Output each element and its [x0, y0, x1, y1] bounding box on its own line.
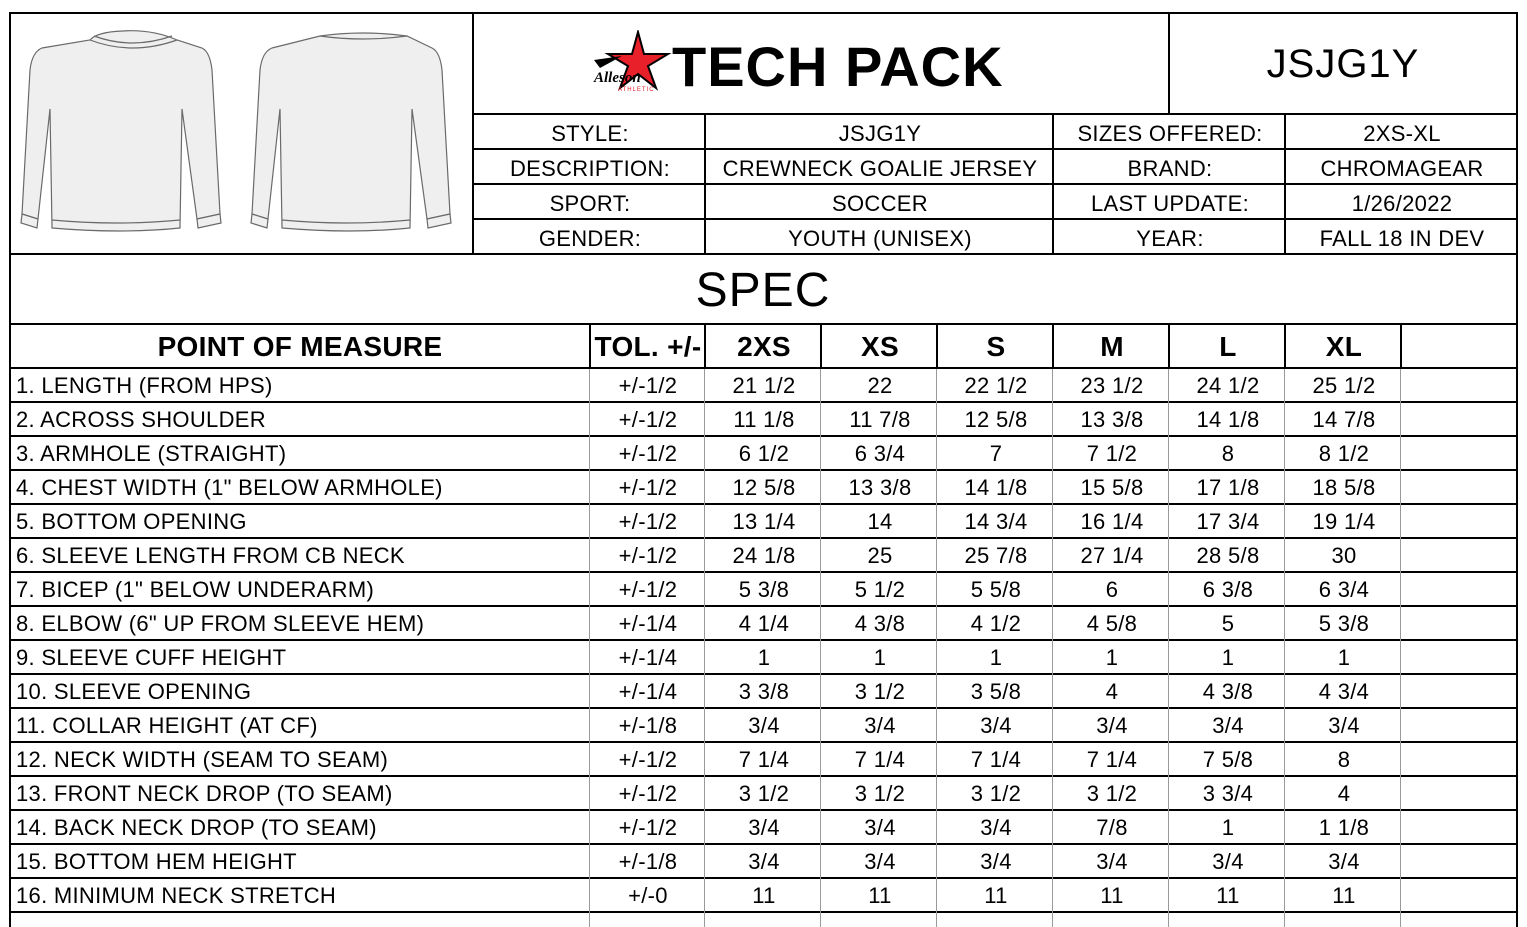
page-title: TECH PACK [672, 34, 1004, 98]
size-value-cell: 14 [867, 509, 893, 534]
size-value-cell: 3 1/2 [1086, 781, 1138, 806]
divider [9, 12, 1518, 14]
divider [9, 401, 1518, 403]
tolerance-cell: +/-1/4 [618, 645, 678, 670]
size-value-cell: 14 1/8 [964, 475, 1028, 500]
size-value-cell: 4 3/8 [1202, 679, 1254, 704]
info-value1-2: SOCCER [832, 190, 928, 216]
measure-label: 6. SLEEVE LENGTH FROM CB NECK [16, 543, 405, 568]
size-value-cell: 24 1/2 [1196, 373, 1260, 398]
tolerance-cell: +/-0 [628, 883, 668, 908]
size-value-cell: 27 1/4 [1080, 543, 1144, 568]
size-value-cell: 7 1/4 [854, 747, 906, 772]
size-value-cell: 16 1/4 [1080, 509, 1144, 534]
size-value-cell: 11 1/8 [733, 407, 795, 432]
front-jersey-sketch [21, 31, 221, 231]
tolerance-cell: +/-1/4 [618, 611, 678, 636]
size-value-cell: 13 3/8 [1080, 407, 1144, 432]
size-value-cell: 8 [1221, 441, 1235, 466]
spec-header-5: M [1100, 331, 1124, 362]
spec-header-7: XL [1325, 331, 1363, 362]
spec-title: SPEC [695, 263, 831, 317]
measure-label: 8. ELBOW (6" UP FROM SLEEVE HEM) [16, 611, 425, 636]
measure-label: 2. ACROSS SHOULDER [16, 407, 266, 432]
measure-label: 16. MINIMUM NECK STRETCH [16, 883, 337, 908]
divider [9, 469, 1518, 471]
tolerance-cell: +/-1/2 [618, 475, 678, 500]
divider [1052, 323, 1054, 369]
size-value-cell: 18 5/8 [1312, 475, 1376, 500]
measure-label: 12. NECK WIDTH (SEAM TO SEAM) [16, 747, 389, 772]
size-value-cell: 1 [989, 645, 1003, 670]
size-value-cell: 3/4 [864, 815, 896, 840]
size-value-cell: 3/4 [748, 849, 780, 874]
size-value-cell: 3/4 [864, 849, 896, 874]
measure-label: 1. LENGTH (FROM HPS) [16, 373, 273, 398]
info-value2-0: 2XS-XL [1363, 120, 1441, 146]
tolerance-cell: +/-1/8 [618, 849, 678, 874]
logo-subtext: ATHLETIC [618, 87, 655, 93]
size-value-cell: 13 3/8 [848, 475, 912, 500]
size-value-cell: 3/4 [980, 713, 1012, 738]
tolerance-cell: +/-1/2 [618, 407, 678, 432]
divider [936, 369, 937, 927]
size-value-cell: 14 7/8 [1312, 407, 1376, 432]
size-value-cell: 6 1/2 [738, 441, 790, 466]
divider [589, 323, 591, 369]
info-label2-3: YEAR: [1136, 225, 1204, 251]
size-value-cell: 1 [1221, 815, 1235, 840]
brand-logo [592, 30, 674, 96]
size-value-cell: 3 1/2 [970, 781, 1022, 806]
tolerance-cell: +/-1/2 [618, 441, 678, 466]
size-value-cell: 3/4 [748, 713, 780, 738]
divider [472, 113, 1518, 115]
size-value-cell: 5 1/2 [854, 577, 906, 602]
size-value-cell: 4 1/4 [738, 611, 790, 636]
divider [1284, 113, 1286, 254]
size-value-cell: 30 [1331, 543, 1357, 568]
size-value-cell: 3/4 [748, 815, 780, 840]
divider [704, 323, 706, 369]
tolerance-cell: +/-1/2 [618, 373, 678, 398]
spec-header-2: 2XS [737, 331, 791, 362]
size-value-cell: 1 1/8 [1318, 815, 1370, 840]
measure-label: 3. ARMHOLE (STRAIGHT) [16, 441, 287, 466]
info-value2-1: CHROMAGEAR [1320, 155, 1484, 181]
info-label1-3: GENDER: [538, 225, 642, 251]
info-value2-2: 1/26/2022 [1351, 190, 1453, 216]
divider [9, 911, 1518, 913]
spec-header-4: S [986, 331, 1006, 362]
size-value-cell: 3/4 [1212, 849, 1244, 874]
measure-label: 5. BOTTOM OPENING [16, 509, 247, 534]
size-value-cell: 3 1/2 [854, 781, 906, 806]
measure-label: 7. BICEP (1" BELOW UNDERARM) [16, 577, 375, 602]
tolerance-cell: +/-1/2 [618, 815, 678, 840]
size-value-cell: 22 1/2 [964, 373, 1028, 398]
info-label2-1: BRAND: [1127, 155, 1213, 181]
size-value-cell: 23 1/2 [1080, 373, 1144, 398]
divider [9, 639, 1518, 641]
divider [9, 673, 1518, 675]
measure-label: 9. SLEEVE CUFF HEIGHT [16, 645, 287, 670]
size-value-cell: 7/8 [1096, 815, 1128, 840]
size-value-cell: 3/4 [1096, 713, 1128, 738]
divider [820, 369, 821, 927]
size-value-cell: 1 [1221, 645, 1235, 670]
divider [9, 877, 1518, 879]
size-value-cell: 24 1/8 [732, 543, 796, 568]
size-value-cell: 11 [1216, 883, 1240, 908]
size-value-cell: 4 3/4 [1318, 679, 1370, 704]
divider [820, 323, 822, 369]
size-value-cell: 11 [752, 883, 776, 908]
divider [9, 809, 1518, 811]
info-label1-2: SPORT: [549, 190, 631, 216]
divider [9, 253, 1518, 255]
size-value-cell: 7 1/2 [1086, 441, 1138, 466]
divider [1284, 323, 1286, 369]
size-value-cell: 25 1/2 [1312, 373, 1376, 398]
tolerance-cell: +/-1/8 [618, 713, 678, 738]
size-value-cell: 19 1/4 [1312, 509, 1376, 534]
info-value1-0: JSJG1Y [838, 120, 922, 146]
size-value-cell: 3/4 [1328, 713, 1360, 738]
measure-label: 14. BACK NECK DROP (TO SEAM) [16, 815, 377, 840]
size-value-cell: 3/4 [1212, 713, 1244, 738]
size-value-cell: 3/4 [864, 713, 896, 738]
size-value-cell: 7 [989, 441, 1003, 466]
size-value-cell: 1 [1337, 645, 1351, 670]
info-label1-0: STYLE: [551, 120, 629, 146]
size-value-cell: 11 7/8 [849, 407, 911, 432]
size-value-cell: 14 3/4 [964, 509, 1028, 534]
size-value-cell: 15 5/8 [1080, 475, 1144, 500]
info-value2-3: FALL 18 IN DEV [1319, 225, 1485, 251]
spec-header-0: POINT OF MEASURE [157, 331, 443, 362]
size-value-cell: 12 5/8 [732, 475, 796, 500]
logo-text: Alleson [594, 70, 641, 86]
tolerance-cell: +/-1/2 [618, 781, 678, 806]
size-value-cell: 5 5/8 [970, 577, 1022, 602]
size-value-cell: 5 [1221, 611, 1235, 636]
size-value-cell: 11 [868, 883, 892, 908]
tolerance-cell: +/-1/2 [618, 509, 678, 534]
size-value-cell: 7 5/8 [1202, 747, 1254, 772]
size-value-cell: 21 1/2 [732, 373, 796, 398]
divider [9, 741, 1518, 743]
size-value-cell: 11 [1100, 883, 1124, 908]
size-value-cell: 7 1/4 [970, 747, 1022, 772]
info-value1-3: YOUTH (UNISEX) [788, 225, 972, 251]
size-value-cell: 8 1/2 [1318, 441, 1370, 466]
size-value-cell: 1 [873, 645, 887, 670]
divider [1400, 369, 1401, 927]
size-value-cell: 12 5/8 [964, 407, 1028, 432]
divider [472, 148, 1518, 150]
divider [472, 183, 1518, 185]
size-value-cell: 17 3/4 [1196, 509, 1260, 534]
size-value-cell: 14 1/8 [1196, 407, 1260, 432]
size-value-cell: 5 3/8 [1318, 611, 1370, 636]
divider [472, 218, 1518, 220]
measure-label: 15. BOTTOM HEM HEIGHT [16, 849, 297, 874]
garment-sketch [12, 14, 470, 252]
size-value-cell: 7 1/4 [1086, 747, 1138, 772]
size-value-cell: 17 1/8 [1196, 475, 1260, 500]
divider [9, 537, 1518, 539]
divider [9, 503, 1518, 505]
size-value-cell: 3/4 [1096, 849, 1128, 874]
tolerance-cell: +/-1/4 [618, 679, 678, 704]
size-value-cell: 4 3/8 [854, 611, 906, 636]
size-value-cell: 7 1/4 [738, 747, 790, 772]
tolerance-cell: +/-1/2 [618, 747, 678, 772]
divider [9, 367, 1518, 369]
divider [9, 843, 1518, 845]
size-value-cell: 28 5/8 [1196, 543, 1260, 568]
divider [9, 435, 1518, 437]
divider [589, 369, 590, 927]
size-value-cell: 13 1/4 [732, 509, 796, 534]
style-code: JSJG1Y [1266, 41, 1420, 86]
info-label1-1: DESCRIPTION: [509, 155, 671, 181]
divider [1168, 323, 1170, 369]
divider [9, 775, 1518, 777]
size-value-cell: 4 1/2 [970, 611, 1022, 636]
size-value-cell: 6 3/8 [1202, 577, 1254, 602]
size-value-cell: 25 7/8 [964, 543, 1028, 568]
size-value-cell: 11 [984, 883, 1008, 908]
divider [9, 571, 1518, 573]
size-value-cell: 25 [867, 543, 893, 568]
divider [1052, 369, 1053, 927]
size-value-cell: 4 [1337, 781, 1351, 806]
size-value-cell: 8 [1337, 747, 1351, 772]
back-jersey-sketch [251, 33, 451, 231]
size-value-cell: 3/4 [980, 849, 1012, 874]
spec-header-3: XS [861, 331, 899, 362]
size-value-cell: 3 3/4 [1202, 781, 1254, 806]
size-value-cell: 3 3/8 [738, 679, 790, 704]
size-value-cell: 1 [757, 645, 771, 670]
divider [9, 323, 1518, 325]
size-value-cell: 4 [1105, 679, 1119, 704]
divider [1284, 369, 1285, 927]
size-value-cell: 6 [1105, 577, 1119, 602]
divider [936, 323, 938, 369]
divider [1400, 323, 1402, 369]
divider [1168, 369, 1169, 927]
info-label2-2: LAST UPDATE: [1090, 190, 1250, 216]
measure-label: 13. FRONT NECK DROP (TO SEAM) [16, 781, 393, 806]
size-value-cell: 22 [867, 373, 893, 398]
size-value-cell: 3/4 [1328, 849, 1360, 874]
measure-label: 4. CHEST WIDTH (1" BELOW ARMHOLE) [16, 475, 443, 500]
size-value-cell: 3 5/8 [970, 679, 1022, 704]
size-value-cell: 4 5/8 [1086, 611, 1138, 636]
measure-label: 11. COLLAR HEIGHT (AT CF) [16, 713, 318, 738]
size-value-cell: 5 3/8 [738, 577, 790, 602]
divider [1052, 113, 1054, 254]
tolerance-cell: +/-1/2 [618, 577, 678, 602]
divider [704, 369, 705, 927]
divider [704, 113, 706, 254]
size-value-cell: 3 1/2 [738, 781, 790, 806]
tolerance-cell: +/-1/2 [618, 543, 678, 568]
divider [9, 707, 1518, 709]
size-value-cell: 1 [1105, 645, 1119, 670]
spec-header-6: L [1219, 331, 1237, 362]
size-value-cell: 11 [1332, 883, 1356, 908]
size-value-cell: 6 3/4 [1318, 577, 1370, 602]
size-value-cell: 6 3/4 [854, 441, 906, 466]
info-label2-0: SIZES OFFERED: [1077, 120, 1263, 146]
info-value1-1: CREWNECK GOALIE JERSEY [722, 155, 1038, 181]
spec-header-1: TOL. +/- [594, 331, 702, 362]
divider [9, 605, 1518, 607]
measure-label: 10. SLEEVE OPENING [16, 679, 252, 704]
size-value-cell: 3/4 [980, 815, 1012, 840]
size-value-cell: 3 1/2 [854, 679, 906, 704]
divider [1168, 12, 1170, 114]
